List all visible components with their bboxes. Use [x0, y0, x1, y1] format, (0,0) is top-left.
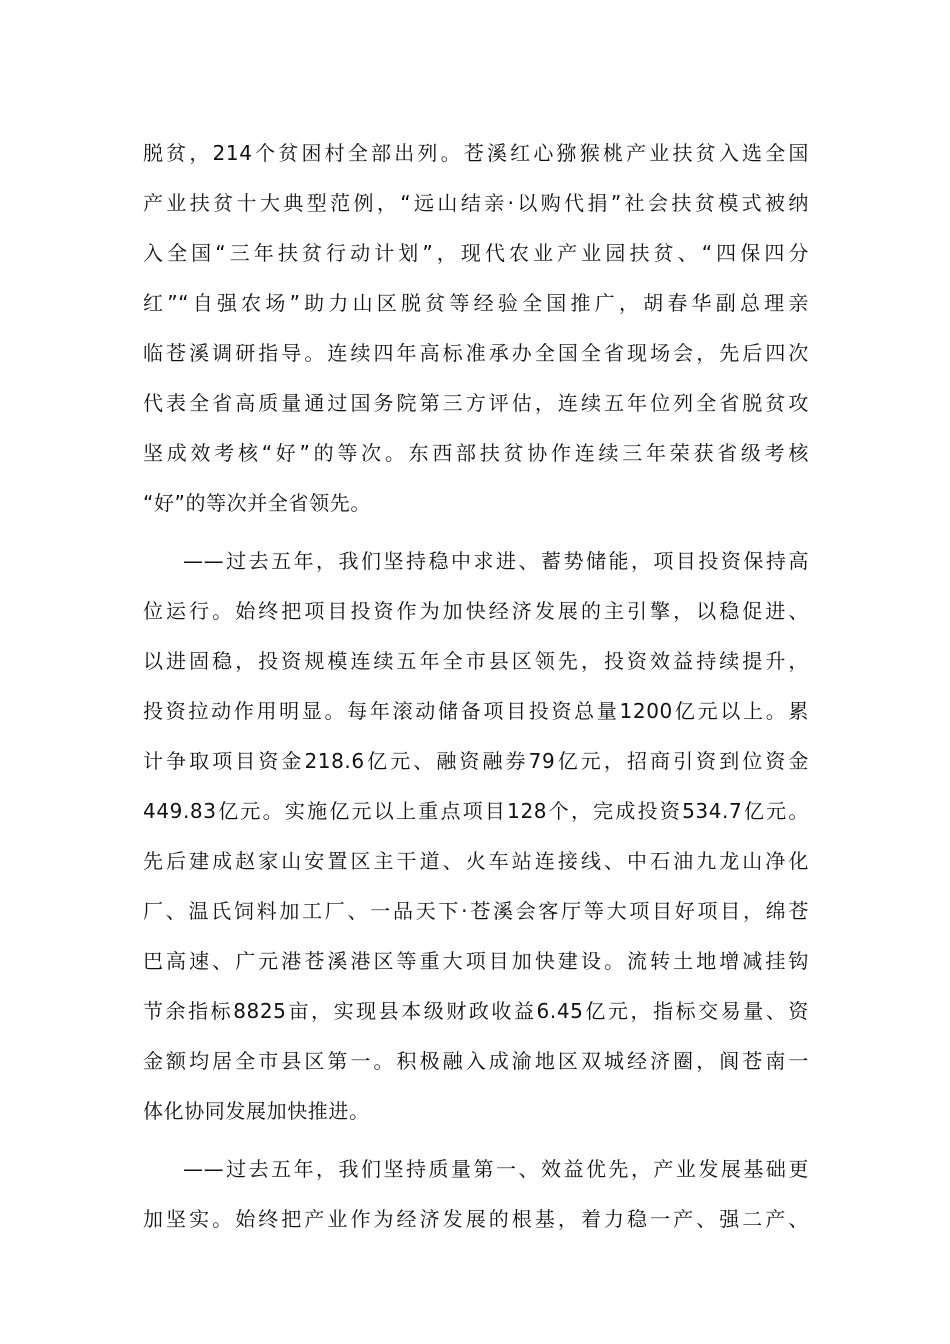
text-line: 体化协同发展加快推进。 [143, 1099, 370, 1123]
text-line: “好”的等次并全省领先。 [143, 491, 371, 515]
text-line: 红”“自强农场”助力山区脱贫等经验全国推广，胡春华副总理亲 [143, 291, 809, 315]
text-line: 入全国“三年扶贫行动计划”，现代农业产业园扶贫、“四保四分 [143, 241, 809, 265]
text-line: ——过去五年，我们坚持质量第一、效益优先，产业发展基础更 [183, 1157, 809, 1181]
paragraph-spacing [143, 1136, 809, 1144]
document-body [143, 128, 809, 1244]
text-line: 厂、温氏饲料加工厂、一品天下·苍溪会客厅等大项目好项目，绵苍 [143, 899, 809, 923]
paragraph-spacing [143, 528, 809, 536]
paragraph-industry-development [143, 1144, 809, 1244]
text-line: 计争取项目资金218.6亿元、融资融券79亿元，招商引资到位资金 [143, 749, 809, 773]
text-line: 加坚实。始终把产业作为经济发展的根基，着力稳一产、强二产、 [143, 1207, 809, 1231]
text-line: 巴高速、广元港苍溪港区等重大项目加快建设。流转土地增减挂钩 [143, 949, 809, 973]
text-line: 以进固稳，投资规模连续五年全市县区领先，投资效益持续提升， [143, 649, 809, 673]
text-line: 449.83亿元。实施亿元以上重点项目128个，完成投资534.7亿元。 [143, 799, 809, 823]
text-line: 脱贫，214个贫困村全部出列。苍溪红心猕猴桃产业扶贫入选全国 [143, 141, 809, 165]
text-line: 坚成效考核“好”的等次。东西部扶贫协作连续三年荣获省级考核 [143, 441, 809, 465]
text-line: 临苍溪调研指导。连续四年高标准承办全国全省现场会，先后四次 [143, 341, 809, 365]
text-line: 投资拉动作用明显。每年滚动储备项目投资总量1200亿元以上。累 [143, 699, 809, 723]
paragraph-project-investment [143, 536, 809, 1136]
text-line: ——过去五年，我们坚持稳中求进、蓄势储能，项目投资保持高 [183, 549, 809, 573]
text-line: 先后建成赵家山安置区主干道、火车站连接线、中石油九龙山净化 [143, 849, 809, 873]
text-line: 产业扶贫十大典型范例，“远山结亲·以购代捐”社会扶贫模式被纳 [143, 191, 809, 215]
text-line: 节余指标8825亩，实现县本级财政收益6.45亿元，指标交易量、资 [143, 999, 809, 1023]
paragraph-poverty-alleviation [143, 128, 809, 528]
text-line: 金额均居全市县区第一。积极融入成渝地区双城经济圈，阆苍南一 [143, 1049, 809, 1073]
text-line: 位运行。始终把项目投资作为加快经济发展的主引擎，以稳促进、 [143, 599, 809, 623]
text-line: 代表全省高质量通过国务院第三方评估，连续五年位列全省脱贫攻 [143, 391, 809, 415]
